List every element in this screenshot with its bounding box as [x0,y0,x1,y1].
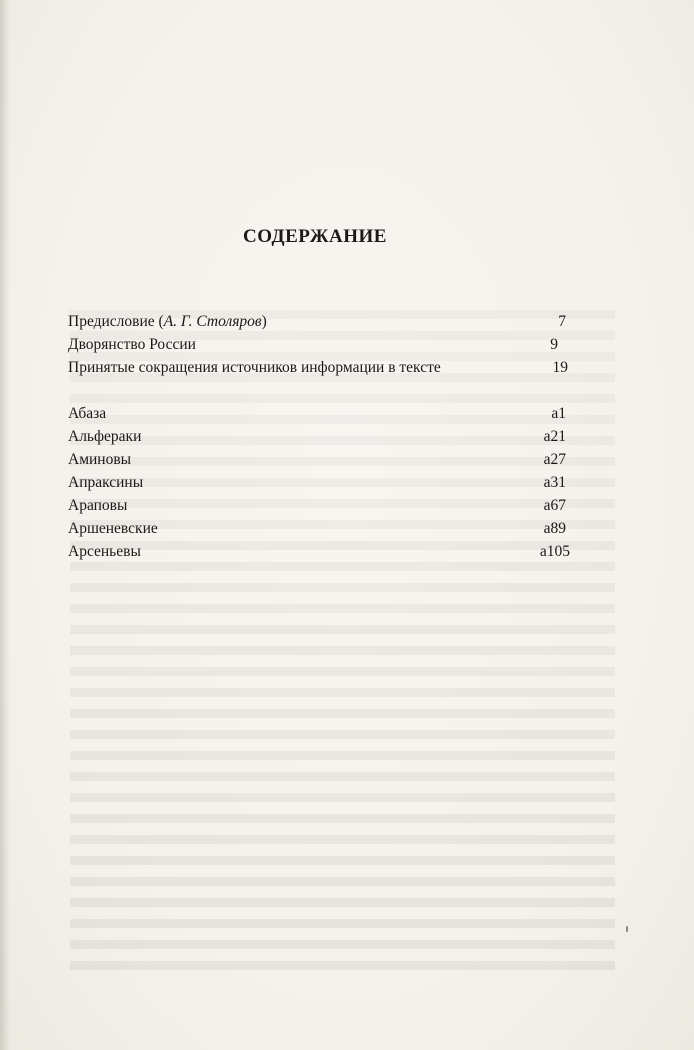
toc-entry-page: а105 [539,543,570,560]
toc-entry-label: Аршеневские [68,520,158,537]
toc-entry-preface[interactable] [68,310,566,333]
toc-entry-family[interactable] [68,425,566,448]
toc-entry-label: Апраксины [68,474,144,491]
toc-entry-label: Принятые сокращения источников информации в тексте [68,359,441,376]
toc-entry-author: А. Г. Столяров [163,313,262,330]
toc-entry-label: Предисловие (А. Г. Столяров) [68,313,267,330]
page-edge-shadow [0,0,10,1050]
toc-entry-page: 19 [552,359,568,376]
toc-entry-page: а67 [543,497,566,514]
toc-entry-page: 7 [558,313,566,330]
toc-entry-family[interactable] [68,471,566,494]
toc-entry-label: Дворянство России [68,336,196,353]
toc-entry-page: а1 [551,405,566,422]
toc-entry-label: Абаза [68,405,107,422]
paper-speck [626,926,628,932]
toc-entry-abbreviations[interactable] [68,356,568,379]
toc-entry-page: а31 [543,474,566,491]
toc-families [68,402,570,563]
toc-entry-label: Араповы [68,497,128,514]
toc-entry-family[interactable] [68,540,570,563]
toc-entry-nobility[interactable] [68,333,566,356]
toc-entry-page: 9 [550,336,558,353]
toc-entry-label: Аминовы [68,451,132,468]
toc-entry-label: Арсеньевы [68,543,141,560]
toc-entry-family[interactable] [68,517,566,540]
toc-entry-label: Альфераки [68,428,142,445]
toc-entry-page: а27 [543,451,566,468]
toc-front-matter [68,310,566,379]
toc-entry-family[interactable] [68,494,566,517]
toc-entry-page: а21 [543,428,566,445]
page-title: СОДЕРЖАНИЕ [243,226,387,247]
toc-entry-family[interactable] [68,402,566,425]
toc-entry-family[interactable] [68,448,566,471]
toc-entry-page: а89 [543,520,566,537]
